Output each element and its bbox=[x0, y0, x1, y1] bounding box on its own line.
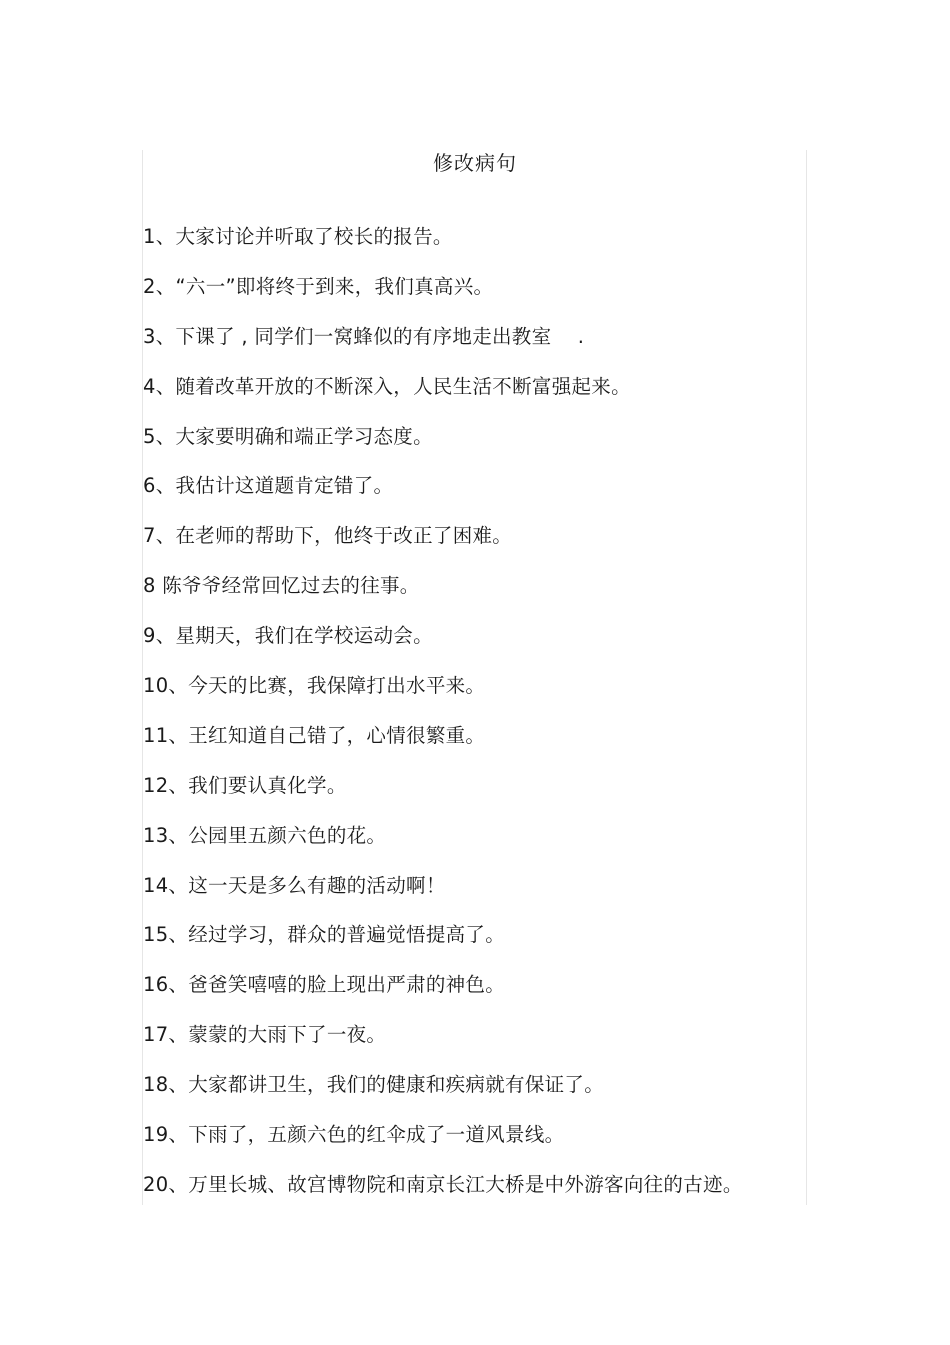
sentence-item: 19、下雨了，五颜六色的红伞成了一道风景线。 bbox=[143, 1123, 565, 1147]
sentence-list bbox=[143, 223, 803, 1221]
sentence-item: 5、大家要明确和端正学习态度。 bbox=[143, 424, 433, 448]
sentence-item: 20、万里长城、故宫博物院和南京长江大桥是中外游客向往的古迹。 bbox=[143, 1172, 743, 1196]
sentence-item: 15、经过学习，群众的普遍觉悟提高了。 bbox=[143, 923, 506, 947]
sentence-item: 7、在老师的帮助下，他终于改正了困难。 bbox=[143, 524, 513, 548]
sentence-item: 16、爸爸笑嘻嘻的脸上现出严肃的神色。 bbox=[143, 973, 506, 997]
sentence-item: 13、公园里五颜六色的花。 bbox=[143, 823, 387, 847]
sentence-item: 1、大家讨论并听取了校长的报告。 bbox=[143, 225, 453, 248]
sentence-item: 12、我们要认真化学。 bbox=[143, 773, 347, 797]
sentence-item: 18、大家都讲卫生，我们的健康和疾病就有保证了。 bbox=[143, 1073, 605, 1097]
sentence-item: 10、今天的比赛，我保障打出水平来。 bbox=[143, 674, 486, 698]
page-title: 修改病句 bbox=[433, 151, 517, 175]
sentence-item: 11、王红知道自己错了，心情很繁重。 bbox=[143, 723, 486, 747]
sentence-item: 3、下课了 , 同学们一窝蜂似的有序地走出教室 . bbox=[143, 324, 585, 348]
sentence-item: 4、随着改革开放的不断深入，人民生活不断富强起来。 bbox=[143, 374, 631, 398]
sentence-item: 9、星期天，我们在学校运动会。 bbox=[143, 624, 433, 648]
sentence-item: 6、我估计这道题肯定错了。 bbox=[143, 474, 394, 498]
sentence-item: 8 陈爷爷经常回忆过去的往事。 bbox=[143, 574, 420, 598]
sentence-item: 14、这一天是多么有趣的活动啊！ bbox=[143, 873, 446, 897]
sentence-item: 17、蒙蒙的大雨下了一夜。 bbox=[143, 1023, 387, 1047]
sentence-item: 2、“六一”即将终于到来，我们真高兴。 bbox=[143, 274, 494, 298]
right-margin-line bbox=[806, 150, 807, 1205]
